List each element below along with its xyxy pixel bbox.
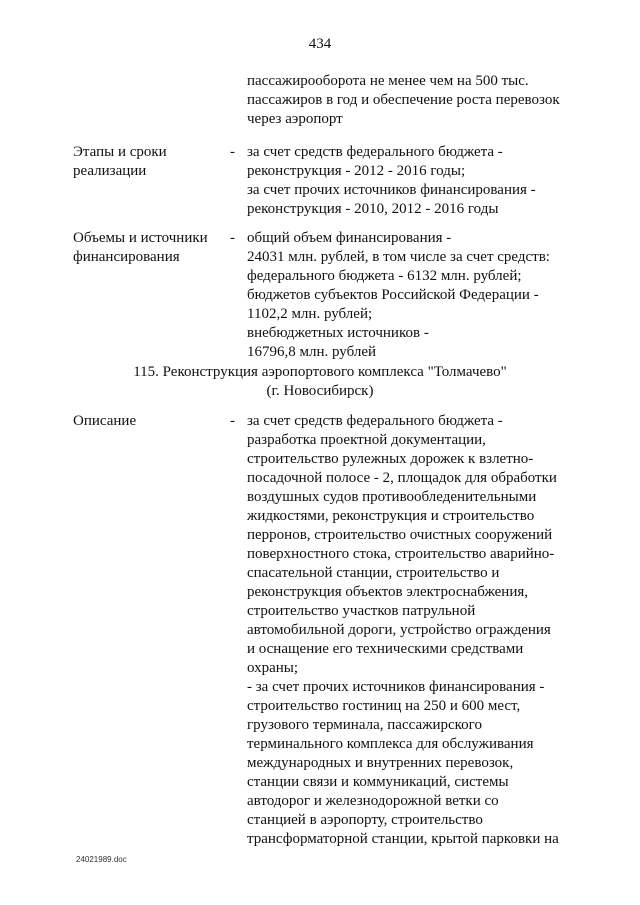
text-line: федерального бюджета - 6132 млн. рублей; xyxy=(247,268,522,284)
text-line: посадочной полосе - 2, площадок для обработки xyxy=(247,470,557,486)
text-line: автомобильной дороги, устройство ограждения xyxy=(247,622,551,638)
text-line: реконструкция объектов электроснабжения, xyxy=(247,584,528,600)
description-label: Описание xyxy=(73,413,137,429)
continuation-text xyxy=(247,72,587,129)
label-line: финансирования xyxy=(73,249,180,265)
text-line: 24031 млн. рублей, в том числе за счет средств: xyxy=(247,249,550,265)
stages-value xyxy=(247,143,587,219)
dash: - xyxy=(230,230,235,246)
funding-label xyxy=(73,229,223,267)
dash: - xyxy=(230,413,235,429)
text-line: бюджетов субъектов Российской Федерации - xyxy=(247,287,539,303)
section-heading xyxy=(0,363,640,401)
text-line: общий объем финансирования - xyxy=(247,230,452,246)
text-line: пассажирооборота не менее чем на 500 тыс. xyxy=(247,73,529,89)
text-line: реконструкция - 2010, 2012 - 2016 годы xyxy=(247,201,499,217)
text-line: через аэропорт xyxy=(247,111,343,127)
text-line: автодорог и железнодорожной ветки со xyxy=(247,793,499,809)
text-line: трансформаторной станции, крытой парковки на xyxy=(247,831,559,847)
label-line: реализации xyxy=(73,163,147,179)
file-name-footer: 24021989.doc xyxy=(76,855,127,864)
text-line: за счет средств федерального бюджета - xyxy=(247,413,503,429)
text-line: реконструкция - 2012 - 2016 годы; xyxy=(247,163,466,179)
text-line: разработка проектной документации, xyxy=(247,432,486,448)
text-line: жидкостями, реконструкция и строительство xyxy=(247,508,535,524)
text-line: перронов, строительство очистных сооружений xyxy=(247,527,553,543)
text-line: и оснащение его техническими средствами xyxy=(247,641,524,657)
text-line: - за счет прочих источников финансирования - xyxy=(247,679,545,695)
text-line: 1102,2 млн. рублей; xyxy=(247,306,373,322)
text-line: станцией в аэропорту, строительство xyxy=(247,812,483,828)
text-line: пассажиров в год и обеспечение роста перевозок xyxy=(247,92,560,108)
page-number: 434 xyxy=(308,36,332,52)
text-line: строительство рулежных дорожек к взлетно- xyxy=(247,451,534,467)
text-line: станции связи и коммуникаций, системы xyxy=(247,774,509,790)
text-line: спасательной станции, строительство и xyxy=(247,565,500,581)
text-line: строительство гостиниц на 250 и 600 мест, xyxy=(247,698,521,714)
text-line: внебюджетных источников - xyxy=(247,325,429,341)
text-line: терминального комплекса для обслуживания xyxy=(247,736,534,752)
section-heading-line: 115. Реконструкция аэропортового комплекса "Толмачево" xyxy=(133,364,507,380)
text-line: строительство участков патрульной xyxy=(247,603,476,619)
description-value xyxy=(247,412,587,849)
label-line: Этапы и сроки xyxy=(73,144,167,160)
label-line: Объемы и источники xyxy=(73,230,208,246)
text-line: за счет прочих источников финансирования - xyxy=(247,182,536,198)
text-line: грузового терминала, пассажирского xyxy=(247,717,482,733)
text-line: международных и внутренних перевозок, xyxy=(247,755,514,771)
text-line: за счет средств федерального бюджета - xyxy=(247,144,503,160)
text-line: 16796,8 млн. рублей xyxy=(247,344,377,360)
dash: - xyxy=(230,144,235,160)
text-line: воздушных судов противообледенительными xyxy=(247,489,537,505)
stages-label xyxy=(73,143,223,181)
funding-value xyxy=(247,229,587,362)
text-line: охраны; xyxy=(247,660,299,676)
text-line: поверхностного стока, строительство аварийно- xyxy=(247,546,555,562)
section-heading-line: (г. Новосибирск) xyxy=(266,383,374,399)
